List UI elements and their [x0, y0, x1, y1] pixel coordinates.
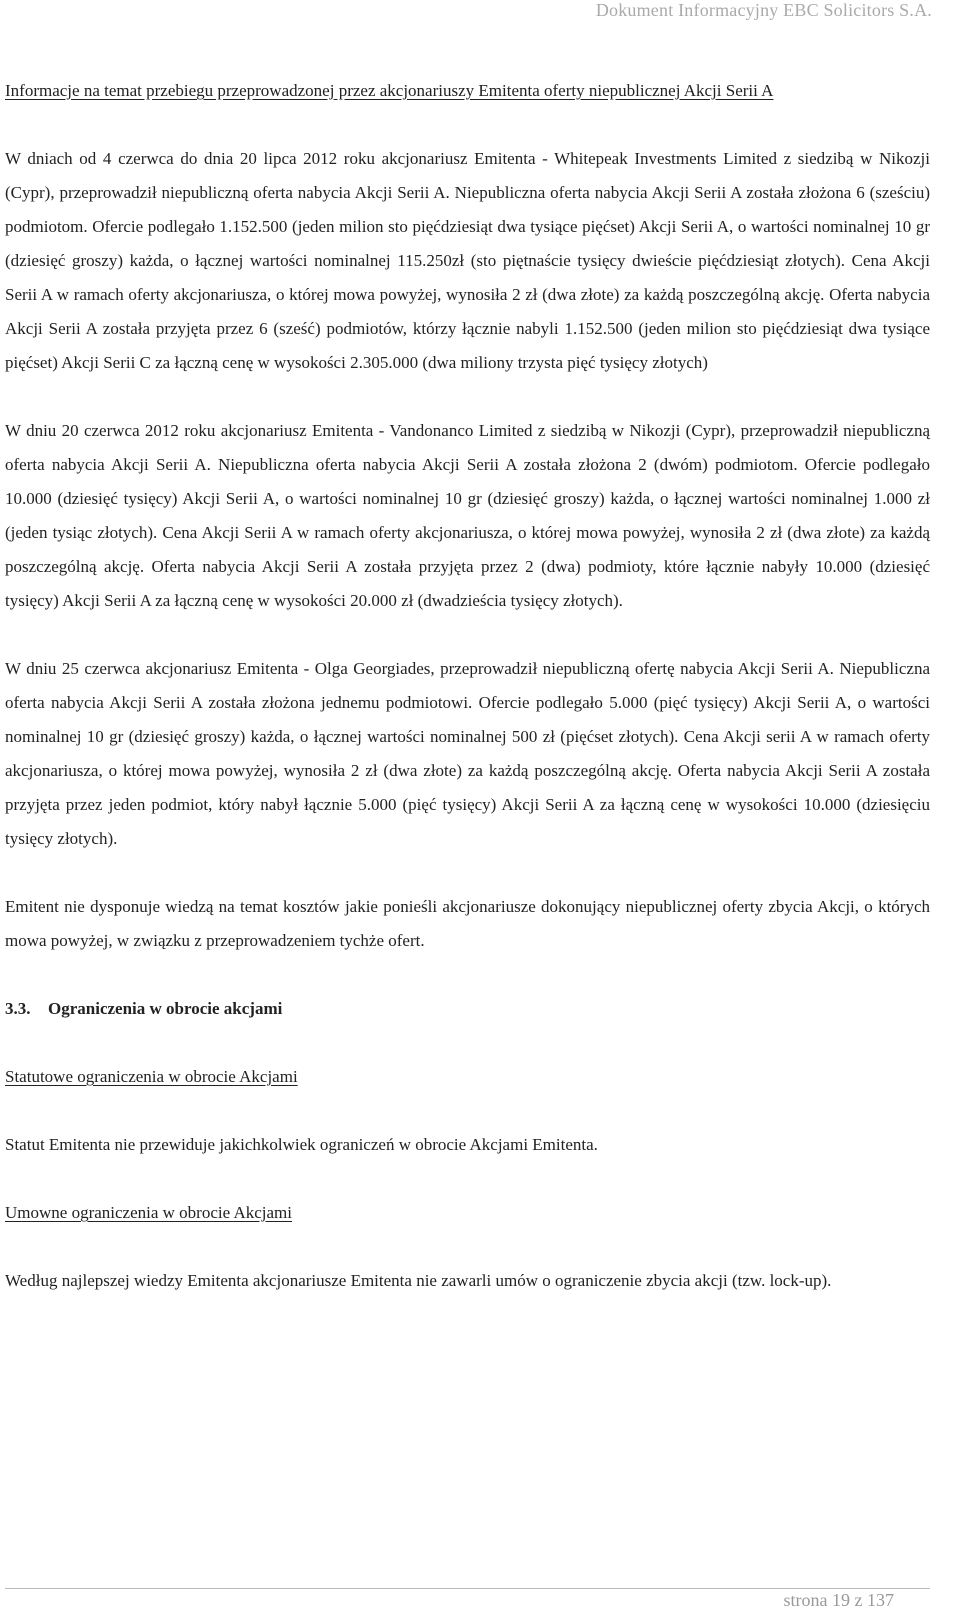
spacer: [5, 958, 930, 992]
spacer: [5, 1026, 930, 1060]
spacer: [5, 108, 930, 142]
section-title: Ograniczenia w obrocie akcjami: [48, 999, 283, 1018]
statutory-restrictions-text: Statut Emitenta nie przewiduje jakichkolwiek ograniczeń w obrocie Akcjami Emitenta.: [5, 1135, 598, 1154]
section-3-3-heading: [5, 992, 930, 1026]
footer-divider: [5, 1588, 930, 1589]
spacer: [5, 1094, 930, 1128]
spacer: [5, 380, 930, 414]
document-body: [5, 74, 930, 1298]
spacer: [5, 856, 930, 890]
spacer: [5, 618, 930, 652]
statutory-restrictions-heading: Statutowe ograniczenia w obrocie Akcjami: [5, 1067, 298, 1086]
contractual-restrictions-heading: Umowne ograniczenia w obrocie Akcjami: [5, 1203, 293, 1222]
spacer: [5, 1230, 930, 1264]
paragraph-costs-note: Emitent nie dysponuje wiedzą na temat kosztów jakie ponieśli akcjonariusze dokonujący niepublicznej oferty zbycia Akcji, o których mowa powyżej, w związku z przeprowadzeniem tychże ofert.: [5, 897, 930, 950]
contractual-restrictions-text: Według najlepszej wiedzy Emitenta akcjonariusze Emitenta nie zawarli umów o ograniczenie zbycia akcji (tzw. lock-up).: [5, 1271, 832, 1290]
section-number: 3.3.: [5, 999, 31, 1018]
document-header-title: Dokument Informacyjny EBC Solicitors S.A.: [595, 0, 932, 20]
paragraph-georgiades-offer: W dniu 25 czerwca akcjonariusz Emitenta - Olga Georgiades, przeprowadził niepubliczną ofertę nabycia Akcji Serii A. Niepubliczna oferta nabycia Akcji Serii A została złożona jednemu podmiotowi. Ofercie podlegało 5.000 (pięć tysięcy) Akcji Serii A, o wartości nominalnej 10 gr (dziesięć groszy) każda, o łącznej wartości nominalnej 500 zł (pięćset złotych). Cena Akcji serii A w ramach oferty akcjonariusza, o której mowa powyżej, wynosiła 2 zł (dwa złote) za każdą poszczególną akcję. Oferta nabycia Akcji Serii A została przyjęta przez jeden podmiot, który nabył łącznie 5.000 (pięć tysięcy) Akcji Serii A za łączną cenę w wysokości 10.000 (dziesięciu tysięcy złotych).: [5, 659, 930, 848]
page-number: strona 19 z 137: [783, 1590, 894, 1610]
paragraph-vandonanco-offer: W dniu 20 czerwca 2012 roku akcjonariusz Emitenta - Vandonanco Limited z siedzibą w Nikozji (Cypr), przeprowadził niepubliczną oferta nabycia Akcji Serii A. Niepubliczna oferta nabycia Akcji Serii A została złożona 2 (dwóm) podmiotom. Ofercie podlegało 10.000 (dziesięć tysięcy) Akcji Serii A, o wartości nominalnej 10 gr (dziesięć groszy) każda, o łącznej wartości nominalnej 1.000 zł (jeden tysiąc złotych). Cena Akcji Serii A w ramach oferty akcjonariusza, o której mowa powyżej, wynosiła 2 zł (dwa złote) za każdą poszczególną akcję. Oferta nabycia Akcji Serii A została przyjęta przez 2 (dwa) podmioty, które łącznie nabyły 10.000 (dziesięć tysięcy) Akcji Serii A za łączną cenę w wysokości 20.000 zł (dwadzieścia tysięcy złotych).: [5, 421, 930, 610]
spacer: [5, 1162, 930, 1196]
paragraph-whitepeak-offer: W dniach od 4 czerwca do dnia 20 lipca 2012 roku akcjonariusz Emitenta - Whitepeak Investments Limited z siedzibą w Nikozji (Cypr), przeprowadził niepubliczną oferta nabycia Akcji Serii A. Niepubliczna oferta nabycia Akcji Serii A została złożona 6 (sześciu) podmiotom. Ofercie podlegało 1.152.500 (jeden milion sto pięćdziesiąt dwa tysiące pięćset) Akcji Serii A, o wartości nominalnej 10 gr (dziesięć groszy) każda, o łącznej wartości nominalnej 115.250zł (sto piętnaście tysięcy dwieście pięćdziesiąt złotych). Cena Akcji Serii A w ramach oferty akcjonariusza, o której mowa powyżej, wynosiła 2 zł (dwa złote) za każdą poszczególną akcję. Oferta nabycia Akcji Serii A została przyjęta przez 6 (sześć) podmiotów, którzy łącznie nabyli 1.152.500 (jeden milion sto pięćdziesiąt dwa tysiące pięćset) Akcji Serii C za łączną cenę w wysokości 2.305.000 (dwa miliony trzysta pięć tysięcy złotych): [5, 149, 930, 372]
section-heading-offer-info: Informacje na temat przebiegu przeprowadzonej przez akcjonariuszy Emitenta oferty niepublicznej Akcji Serii A: [5, 81, 774, 100]
